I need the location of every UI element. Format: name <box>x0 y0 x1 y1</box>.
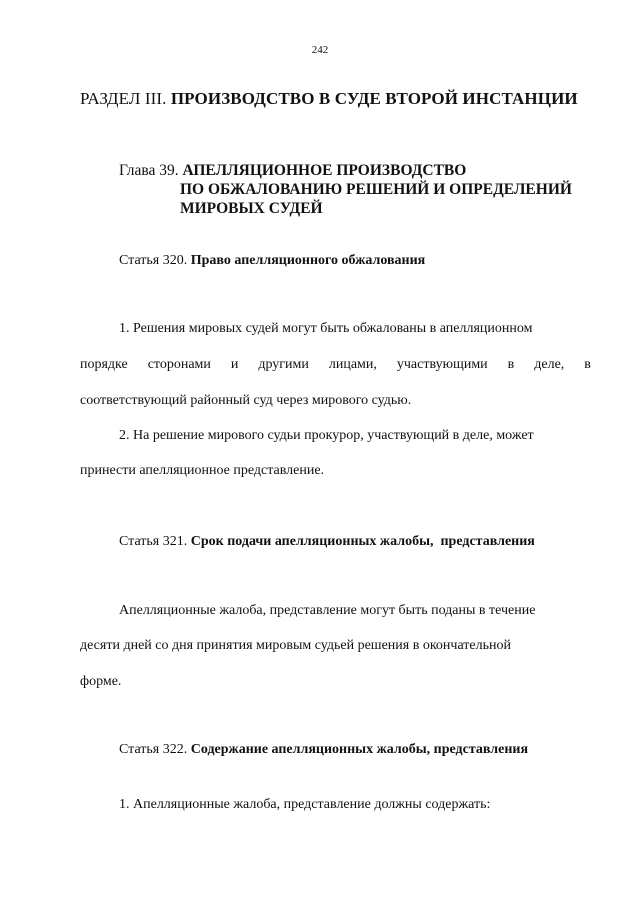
word: деле, <box>534 357 565 372</box>
paragraph-line: принести апелляционное представление. <box>80 463 325 478</box>
paragraph-line: 2. На решение мирового судьи прокурор, участвующий в деле, может <box>119 428 534 443</box>
chapter-title-text: АПЕЛЛЯЦИОННОЕ ПРОИЗВОДСТВО <box>182 162 467 179</box>
paragraph-line: Апелляционные жалоба, представление могут быть поданы в течение <box>119 603 536 618</box>
word: участвующими <box>396 357 488 372</box>
paragraph-line-justified <box>80 357 591 373</box>
chapter-title-line-2: ПО ОБЖАЛОВАНИЮ РЕШЕНИЙ И ОПРЕДЕЛЕНИЙ <box>180 181 572 198</box>
article-heading <box>119 742 528 758</box>
word: в <box>584 357 591 372</box>
chapter-prefix: Глава 39. <box>119 162 179 179</box>
article-prefix: Статья 322. <box>119 742 188 757</box>
section-heading <box>80 89 640 109</box>
paragraph-line: 1. Апелляционные жалоба, представление должны содержать: <box>119 797 491 812</box>
article-title: Право апелляционного обжалования <box>190 253 426 268</box>
page-number: 242 <box>311 44 329 56</box>
paragraph-line: форме. <box>80 674 122 689</box>
paragraph-line: десяти дней со дня принятия мировым судьей решения в окончательной <box>80 638 511 653</box>
word: другими <box>258 357 309 372</box>
article-title: Содержание апелляционных жалобы, представления <box>190 742 529 757</box>
word: лицами, <box>328 357 377 372</box>
word: сторонами <box>147 357 211 372</box>
word: порядке <box>80 357 128 372</box>
paragraph-line: соответствующий районный суд через мирового судью. <box>80 393 412 408</box>
paragraph-line: 1. Решения мировых судей могут быть обжалованы в апелляционном <box>119 321 533 336</box>
word: в <box>507 357 515 372</box>
word: и <box>230 357 239 372</box>
article-heading <box>119 534 535 550</box>
article-prefix: Статья 320. <box>119 253 188 268</box>
article-heading <box>119 253 425 269</box>
article-title: Срок подачи апелляционных жалобы, представления <box>190 534 535 549</box>
article-prefix: Статья 321. <box>119 534 188 549</box>
section-title: ПРОИЗВОДСТВО В СУДЕ ВТОРОЙ ИНСТАНЦИИ <box>170 89 578 108</box>
chapter-title-line-1 <box>119 162 466 180</box>
section-prefix: РАЗДЕЛ III. <box>80 89 167 108</box>
chapter-title-line-3: МИРОВЫХ СУДЕЙ <box>180 200 323 217</box>
